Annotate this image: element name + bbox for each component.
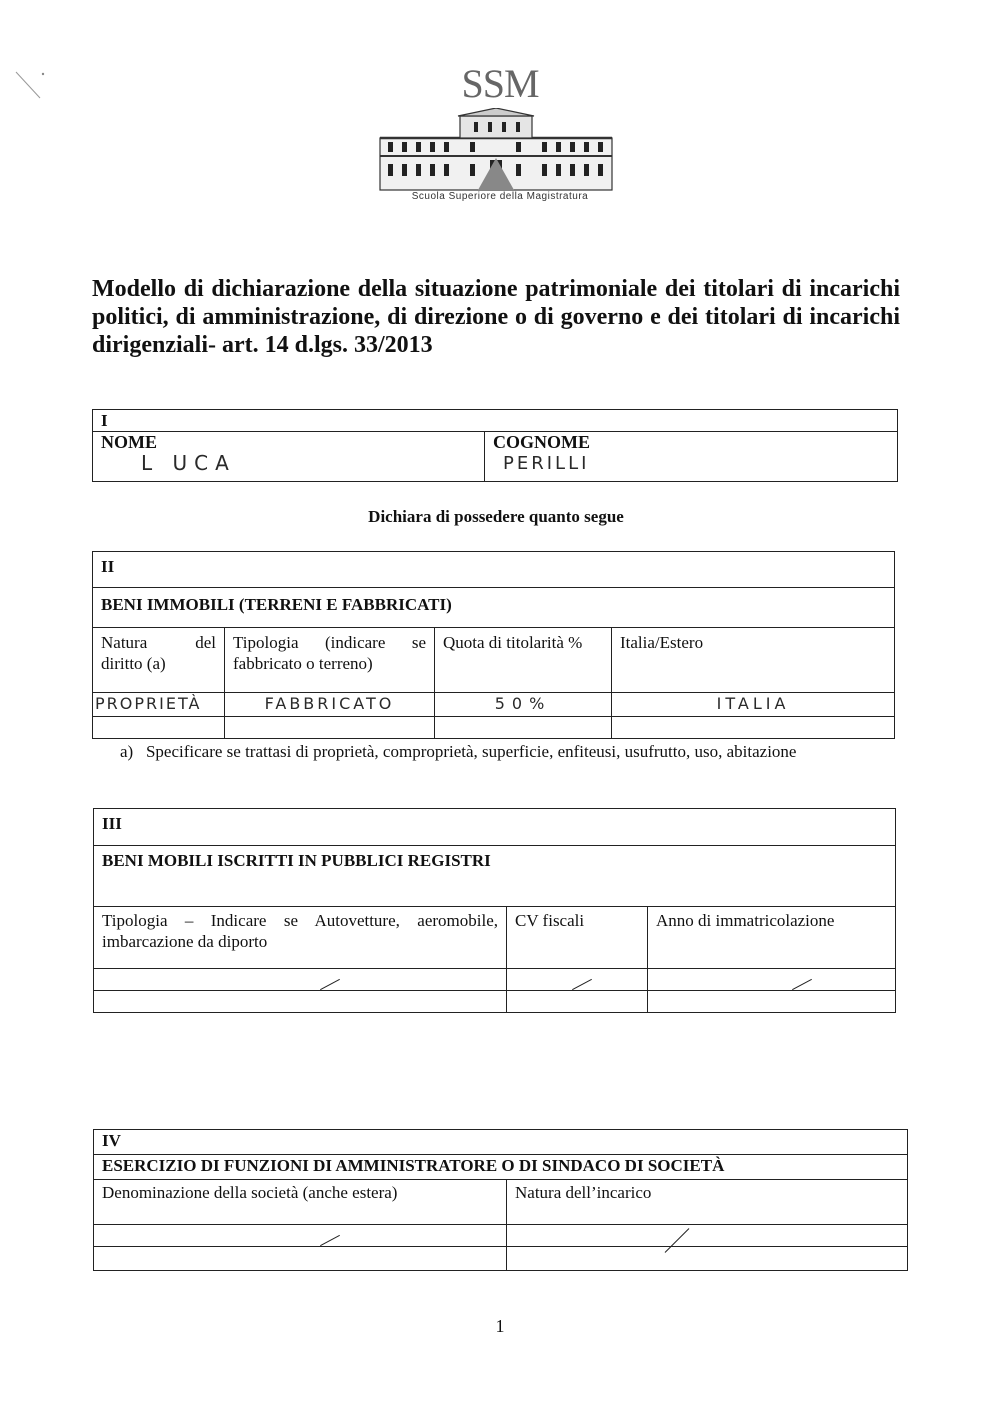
dash-mark [792,979,812,990]
section-3-number: III [94,809,896,846]
col-natura-diritto: Natura del diritto (a) [93,628,225,693]
col-tipologia: Tipologia (indicare se fabbricato o terreno) [225,628,435,693]
empty-cell [225,717,435,739]
footnote-text: Specificare se trattasi di proprietà, comproprietà, superficie, enfiteusi, usufrutto, uso, abitazione [145,742,797,761]
col-italia-estero: Italia/Estero [612,628,895,693]
empty-cell [612,717,895,739]
col-tipologia-mobili: Tipologia – Indicare se Autovetture, aeromobile, imbarcazione da diporto [94,907,507,969]
section-1-table [92,409,898,482]
page-number: 1 [495,1316,505,1336]
empty-cell [94,1247,507,1271]
dash-mark [320,1235,340,1246]
empty-cell [648,991,896,1013]
section-4-heading: ESERCIZIO DI FUNZIONI DI AMMINISTRATORE O DI SINDACO DI SOCIETÀ [94,1155,908,1180]
section-4-number: IV [94,1130,908,1155]
cognome-label: COGNOME [493,432,590,452]
empty-cell [94,991,507,1013]
cognome-value: PERILLI [503,453,590,474]
dash-cell [507,969,648,991]
col-anno-immatricolazione: Anno di immatricolazione [648,907,896,969]
building-logo-icon [378,108,614,192]
col-quota: Quota di titolarità % [435,628,612,693]
section-3-table [93,808,896,1013]
declaration-subheading: Dichiara di possedere quanto segue [368,507,624,526]
section-4-table [93,1129,908,1271]
row-paese-value: ITALIA [612,693,895,717]
empty-cell [507,991,648,1013]
section-2-number: II [93,552,895,588]
nome-label: NOME [101,432,157,452]
dash-cell [94,1225,507,1247]
col-denominazione: Denominazione della società (anche estera) [94,1180,507,1225]
row-quota-value: 50% [435,693,612,717]
dash-mark [320,979,340,990]
section-2-table [92,551,895,739]
institution-name: Scuola Superiore della Magistratura [411,191,589,202]
scan-artifact [10,70,50,110]
nome-cell [93,432,485,482]
footnote-marker: a) [120,742,134,761]
empty-cell [435,717,612,739]
dash-cell [648,969,896,991]
section-1-number: I [93,410,898,432]
document-title: Modello di dichiarazione della situazione patrimoniale dei titolari di incarichi politici, di amministrazione, di direzione o di governo e dei titolari di incarichi dirigenziali- art. 14 d.lgs. 33/2013 [92,276,900,358]
row-tipologia-value: FABBRICATO [225,693,435,717]
section-3-heading: BENI MOBILI ISCRITTI IN PUBBLICI REGISTRI [94,846,896,907]
nome-value: L UCA [141,451,236,475]
col-natura-incarico: Natura dell’incarico [507,1180,908,1225]
cognome-cell [485,432,898,482]
dash-cell [507,1225,908,1247]
row-natura-value: PROPRIETÀ [93,693,225,717]
section-2-heading: BENI IMMOBILI (TERRENI E FABBRICATI) [93,588,895,628]
col-cv-fiscali: CV fiscali [507,907,648,969]
empty-cell [507,1247,908,1271]
dash-mark [572,979,592,990]
logo-text: SSM [461,61,539,106]
footnote [120,742,910,762]
empty-cell [93,717,225,739]
dash-cell [94,969,507,991]
